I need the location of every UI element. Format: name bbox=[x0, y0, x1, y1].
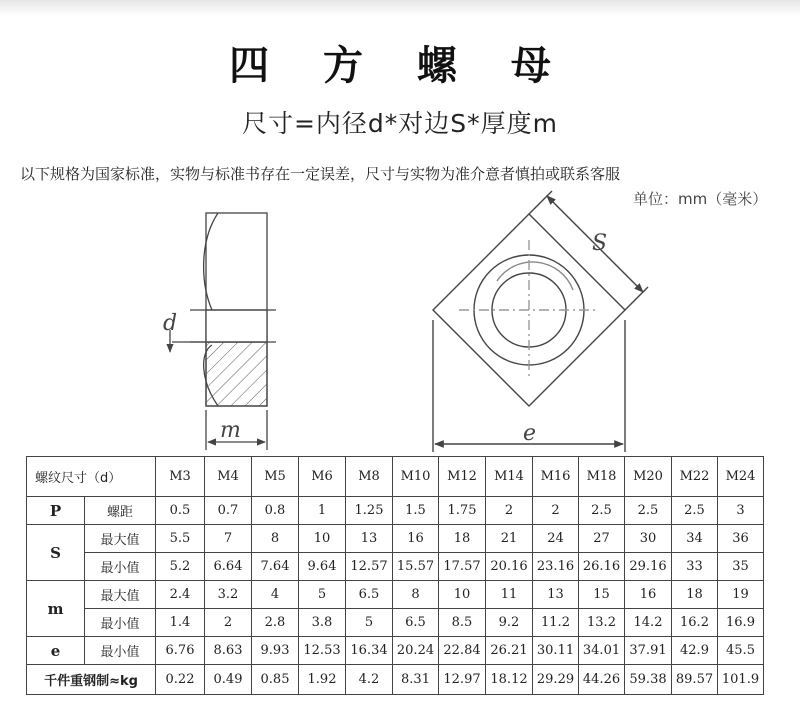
size-header: M5 bbox=[252, 457, 299, 497]
row-group-label: S bbox=[27, 525, 85, 581]
size-header: M6 bbox=[299, 457, 346, 497]
weight-cell: 12.97 bbox=[439, 665, 486, 695]
row-sub-label: 最小值 bbox=[85, 553, 156, 581]
table-cell: 1.5 bbox=[393, 497, 439, 525]
row-group-label: P bbox=[27, 497, 85, 525]
table-cell: 34.01 bbox=[579, 637, 625, 665]
weight-cell: 29.29 bbox=[533, 665, 579, 695]
size-header: M16 bbox=[533, 457, 579, 497]
table-cell: 36 bbox=[718, 525, 764, 553]
weight-cell: 0.49 bbox=[205, 665, 252, 695]
table-cell: 9.93 bbox=[252, 637, 299, 665]
weight-cell: 44.26 bbox=[579, 665, 625, 695]
weight-cell: 8.31 bbox=[393, 665, 439, 695]
label-d: d bbox=[163, 311, 178, 336]
size-header: M12 bbox=[439, 457, 486, 497]
table-cell: 26.21 bbox=[486, 637, 533, 665]
table-cell: 5 bbox=[299, 581, 346, 609]
table-cell: 4 bbox=[252, 581, 299, 609]
weight-cell: 18.12 bbox=[486, 665, 533, 695]
table-cell: 6.5 bbox=[393, 609, 439, 637]
table-cell: 15 bbox=[579, 581, 625, 609]
table-cell: 24 bbox=[533, 525, 579, 553]
label-s: S bbox=[592, 231, 608, 256]
side-view bbox=[170, 213, 276, 450]
table-row bbox=[27, 581, 764, 609]
table-cell: 15.57 bbox=[393, 553, 439, 581]
size-header: M4 bbox=[205, 457, 252, 497]
row-sub-label: 最小值 bbox=[85, 637, 156, 665]
page-subtitle: 尺寸=内径d*对边S*厚度m bbox=[241, 109, 559, 138]
table-cell: 2 bbox=[533, 497, 579, 525]
weight-cell: 1.92 bbox=[299, 665, 346, 695]
table-cell: 1.75 bbox=[439, 497, 486, 525]
table-header-row bbox=[27, 457, 764, 497]
row-group-label: m bbox=[27, 581, 85, 637]
table-cell: 45.5 bbox=[718, 637, 764, 665]
table-cell: 21 bbox=[486, 525, 533, 553]
label-e: e bbox=[523, 421, 537, 446]
weight-row bbox=[27, 665, 764, 695]
row-sub-label: 最小值 bbox=[85, 609, 156, 637]
table-cell: 17.57 bbox=[439, 553, 486, 581]
table-cell: 30 bbox=[625, 525, 672, 553]
table-cell: 13 bbox=[346, 525, 393, 553]
table-cell: 16.2 bbox=[672, 609, 718, 637]
table-cell: 7 bbox=[205, 525, 252, 553]
weight-cell: 101.9 bbox=[718, 665, 764, 695]
table-cell: 6.76 bbox=[156, 637, 205, 665]
table-cell: 2.4 bbox=[156, 581, 205, 609]
table-cell: 16.9 bbox=[718, 609, 764, 637]
table-cell: 2 bbox=[486, 497, 533, 525]
table-cell: 13 bbox=[533, 581, 579, 609]
table-cell: 26.16 bbox=[579, 553, 625, 581]
size-header: M18 bbox=[579, 457, 625, 497]
table-cell: 5.5 bbox=[156, 525, 205, 553]
table-cell: 37.91 bbox=[625, 637, 672, 665]
table-cell: 16 bbox=[393, 525, 439, 553]
table-cell: 12.53 bbox=[299, 637, 346, 665]
table-cell: 33 bbox=[672, 553, 718, 581]
table-cell: 0.7 bbox=[205, 497, 252, 525]
table-cell: 10 bbox=[439, 581, 486, 609]
disclaimer-note: 以下规格为国家标准，实物与标准书存在一定误差，尺寸与实物为准介意者慎拍或联系客服 bbox=[20, 165, 621, 183]
row-sub-label: 最大值 bbox=[85, 581, 156, 609]
table-cell: 1.4 bbox=[156, 609, 205, 637]
size-header: M22 bbox=[672, 457, 718, 497]
table-cell: 42.9 bbox=[672, 637, 718, 665]
table-cell: 6.64 bbox=[205, 553, 252, 581]
table-row bbox=[27, 553, 764, 581]
table-row bbox=[27, 497, 764, 525]
page-title: 四 方 螺 母 bbox=[229, 43, 571, 89]
table-cell: 8 bbox=[252, 525, 299, 553]
table-cell: 8.5 bbox=[439, 609, 486, 637]
size-header: M20 bbox=[625, 457, 672, 497]
weight-cell: 0.85 bbox=[252, 665, 299, 695]
table-cell: 9.64 bbox=[299, 553, 346, 581]
table-cell: 5 bbox=[346, 609, 393, 637]
table-cell: 3.8 bbox=[299, 609, 346, 637]
table-cell: 10 bbox=[299, 525, 346, 553]
table-cell: 20.16 bbox=[486, 553, 533, 581]
table-row bbox=[27, 609, 764, 637]
row-group-label: e bbox=[27, 637, 85, 665]
table-cell: 16 bbox=[625, 581, 672, 609]
table-cell: 19 bbox=[718, 581, 764, 609]
label-m: m bbox=[220, 418, 241, 443]
table-cell: 11.2 bbox=[533, 609, 579, 637]
table-cell: 0.5 bbox=[156, 497, 205, 525]
unit-label: 单位：mm（毫米） bbox=[633, 190, 768, 208]
weight-label: 千件重钢制≈kg bbox=[27, 665, 156, 695]
table-cell: 16.34 bbox=[346, 637, 393, 665]
table-cell: 8.63 bbox=[205, 637, 252, 665]
table-cell: 27 bbox=[579, 525, 625, 553]
table-cell: 11 bbox=[486, 581, 533, 609]
size-header: M24 bbox=[718, 457, 764, 497]
weight-cell: 89.57 bbox=[672, 665, 718, 695]
header-label: 螺纹尺寸（d） bbox=[27, 457, 156, 497]
table-cell: 35 bbox=[718, 553, 764, 581]
table-cell: 23.16 bbox=[533, 553, 579, 581]
table-cell: 20.24 bbox=[393, 637, 439, 665]
table-cell: 8 bbox=[393, 581, 439, 609]
table-cell: 18 bbox=[439, 525, 486, 553]
table-cell: 2.5 bbox=[579, 497, 625, 525]
table-row bbox=[27, 525, 764, 553]
table-cell: 22.84 bbox=[439, 637, 486, 665]
table-cell: 7.64 bbox=[252, 553, 299, 581]
table-cell: 6.5 bbox=[346, 581, 393, 609]
table-cell: 0.8 bbox=[252, 497, 299, 525]
row-sub-label: 最大值 bbox=[85, 525, 156, 553]
row-sub-label: 螺距 bbox=[85, 497, 156, 525]
table-cell: 2.8 bbox=[252, 609, 299, 637]
size-header: M10 bbox=[393, 457, 439, 497]
table-cell: 14.2 bbox=[625, 609, 672, 637]
table-cell: 9.2 bbox=[486, 609, 533, 637]
table-cell: 1 bbox=[299, 497, 346, 525]
size-header: M3 bbox=[156, 457, 205, 497]
table-cell: 29.16 bbox=[625, 553, 672, 581]
table-cell: 5.2 bbox=[156, 553, 205, 581]
weight-cell: 59.38 bbox=[625, 665, 672, 695]
top-view bbox=[433, 191, 648, 452]
table-cell: 2.5 bbox=[625, 497, 672, 525]
size-header: M8 bbox=[346, 457, 393, 497]
table-cell: 13.2 bbox=[579, 609, 625, 637]
table-cell: 3.2 bbox=[205, 581, 252, 609]
table-cell: 30.11 bbox=[533, 637, 579, 665]
table-cell: 12.57 bbox=[346, 553, 393, 581]
table-cell: 2.5 bbox=[672, 497, 718, 525]
weight-cell: 0.22 bbox=[156, 665, 205, 695]
spec-table bbox=[26, 456, 764, 695]
table-row bbox=[27, 637, 764, 665]
table-cell: 3 bbox=[718, 497, 764, 525]
table-cell: 1.25 bbox=[346, 497, 393, 525]
table-cell: 34 bbox=[672, 525, 718, 553]
weight-cell: 4.2 bbox=[346, 665, 393, 695]
table-cell: 2 bbox=[205, 609, 252, 637]
size-header: M14 bbox=[486, 457, 533, 497]
table-cell: 18 bbox=[672, 581, 718, 609]
